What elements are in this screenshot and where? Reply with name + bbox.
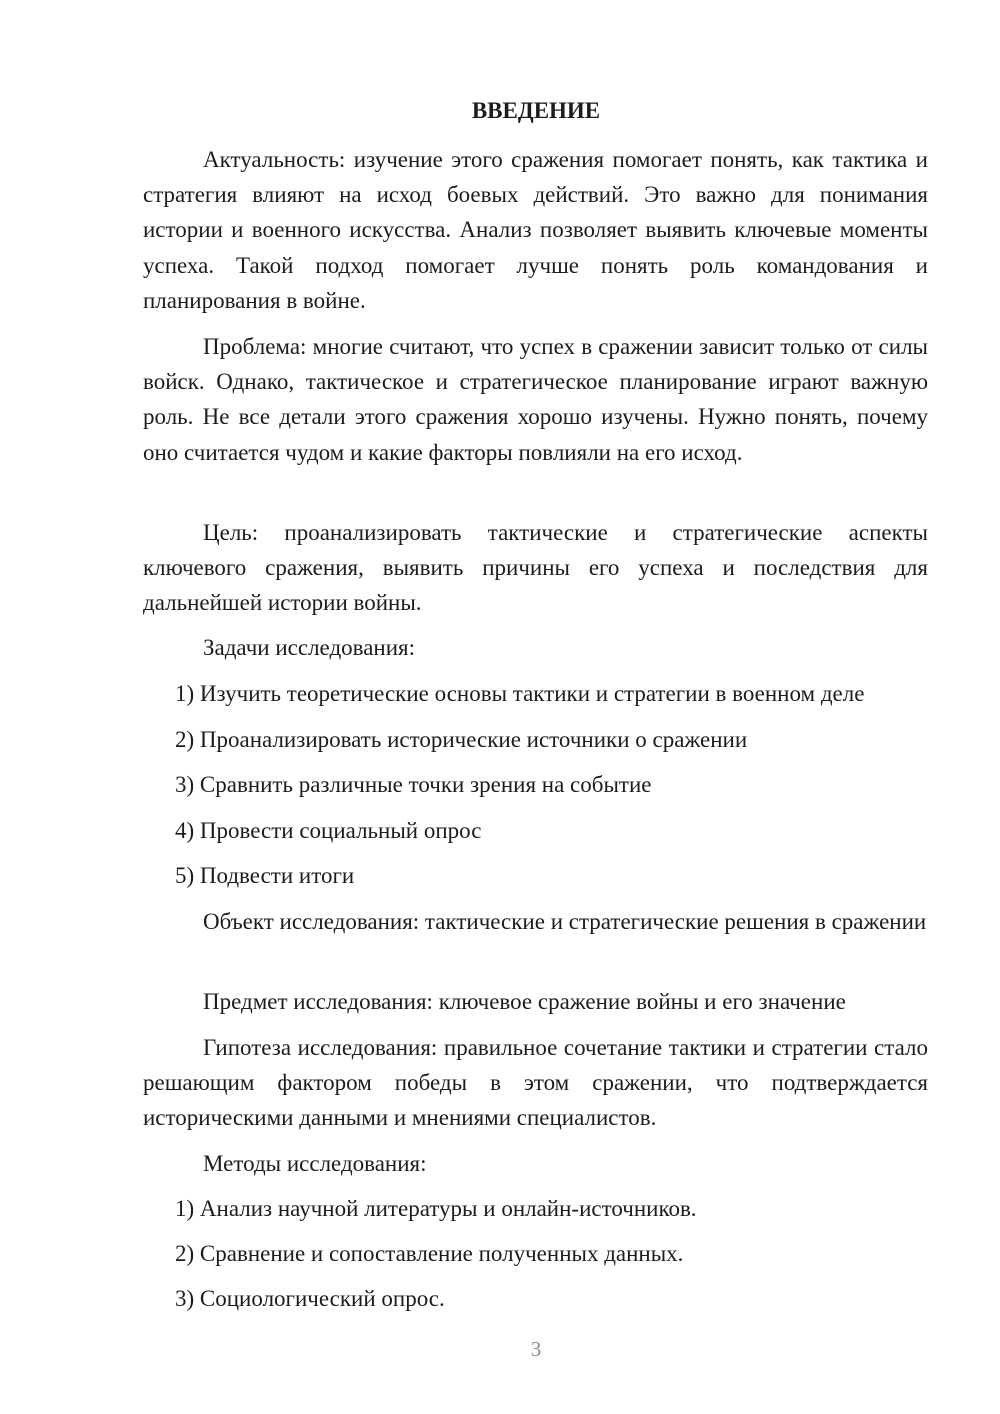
method-item: 1) Анализ научной литературы и онлайн-источников. [175,1196,697,1221]
object-paragraph: Объект исследования: тактические и стратегические решения в сражении [203,909,927,934]
task-item: 1) Изучить теоретические основы тактики и стратегии в военном деле [175,681,865,706]
task-item: 5) Подвести итоги [175,863,355,888]
task-item: 3) Сравнить различные точки зрения на событие [175,772,652,797]
task-item: 2) Проанализировать исторические источники о сражении [175,727,748,752]
tasks-title: Задачи исследования: [203,635,416,660]
goal-paragraph: Цель: проанализировать тактические и стратегические аспекты ключевого сражения, выявить причины его успеха и последствия для дальнейшей истории войны. [143,520,928,616]
problem-paragraph: Проблема: многие считают, что успех в сражении зависит только от силы войск. Однако, тактическое и стратегическое планирование играют важную роль. Не все детали этого сражения хорошо изучены. Нужно понять, почему оно считается чудом и какие факторы повлияли на его исход. [143,334,928,465]
method-item: 3) Социологический опрос. [175,1286,445,1311]
subject-paragraph: Предмет исследования: ключевое сражение войны и его значение [203,989,846,1014]
method-item: 2) Сравнение и сопоставление полученных данных. [175,1241,684,1266]
methods-title: Методы исследования: [203,1151,427,1176]
relevance-paragraph: Актуальность: изучение этого сражения помогает понять, как тактика и стратегия влияют на исход боевых действий. Это важно для понимания истории и военного искусства. Анализ позволяет выявить ключевые моменты успеха. Такой подход помогает лучше понять роль командования и планирования в войне. [143,147,928,313]
hypothesis-paragraph: Гипотеза исследования: правильное сочетание тактики и стратегии стало решающим фактором победы в этом сражении, что подтверждается историческими данными и мнениями специалистов. [143,1035,928,1131]
section-heading: ВВЕДЕНИЕ [471,98,601,123]
page-number: 3 [530,1337,542,1361]
task-item: 4) Провести социальный опрос [175,818,482,843]
